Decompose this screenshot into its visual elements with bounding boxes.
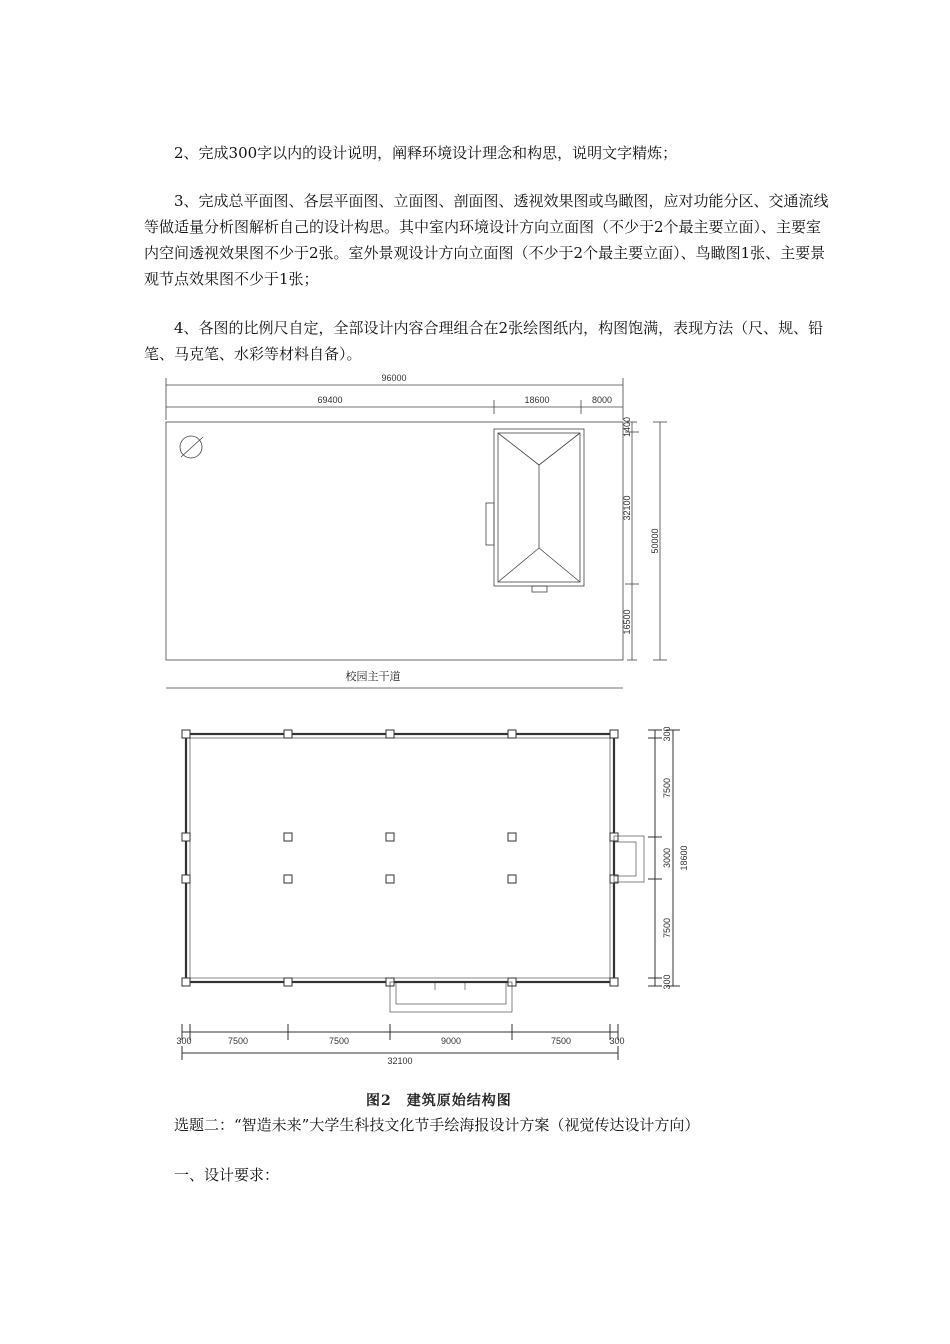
dim-right: 8000 [591,395,613,405]
floor-dim-right: 3000 [662,847,672,869]
floor-dim-total-right: 18600 [679,845,689,871]
floor-dim-bottom: 9000 [440,1036,462,1046]
paragraph-3: 3、完成总平面图、各层平面图、立面图、剖面图、透视效果图或鸟瞰图，应对功能分区、交通流线等做适量分析图解析自己的设计构思。其中室内环境设计方向立面图（不少于2个最主要立面）、主要室内空间透视效果图不少于2张。室外景观设计方向立面图（不少于2个最主要立面）、鸟瞰图1张、主要景观节点效果图不少于1张； [144,192,829,288]
dim-top: 1400 [622,416,632,438]
dim-building-depth: 32100 [622,495,632,521]
floor-dim-bottom: 7500 [227,1036,249,1046]
topic-two-heading: 选题二：“智造未来”大学生科技文化节手绘海报设计方案（视觉传达设计方向） [174,1116,700,1134]
site-plan-drawing [145,370,675,700]
floor-dim-bottom: 300 [176,1036,192,1046]
paragraph-2: 2、完成300字以内的设计说明，阐释环境设计理念和构思，说明文字精炼； [174,144,678,162]
floor-dim-right: 7500 [662,777,672,799]
requirements-heading: 一、设计要求： [174,1166,280,1184]
floor-dim-right: 7500 [662,917,672,939]
floor-dim-total-bottom: 32100 [387,1056,413,1066]
floor-dim-bottom: 7500 [328,1036,350,1046]
floor-dim-right: 300 [662,974,672,990]
dim-total-width: 96000 [381,373,407,383]
dim-bottom: 16500 [622,609,632,635]
floor-plan-drawing [165,718,705,1088]
dim-left: 69400 [317,395,343,405]
floor-dim-bottom: 7500 [550,1036,572,1046]
road-label: 校园主干道 [345,670,401,683]
floor-dim-bottom: 300 [609,1036,625,1046]
dim-building: 18600 [524,395,550,405]
paragraph-4: 4、各图的比例尺自定，全部设计内容合理组合在2张绘图纸内，构图饱满，表现方法（尺、规、铅笔、马克笔、水彩等材料自备）。 [144,319,824,363]
figure-caption: 图2 建筑原始结构图 [366,1093,512,1109]
floor-dim-right: 300 [662,726,672,742]
dim-total-depth: 50000 [650,528,660,554]
